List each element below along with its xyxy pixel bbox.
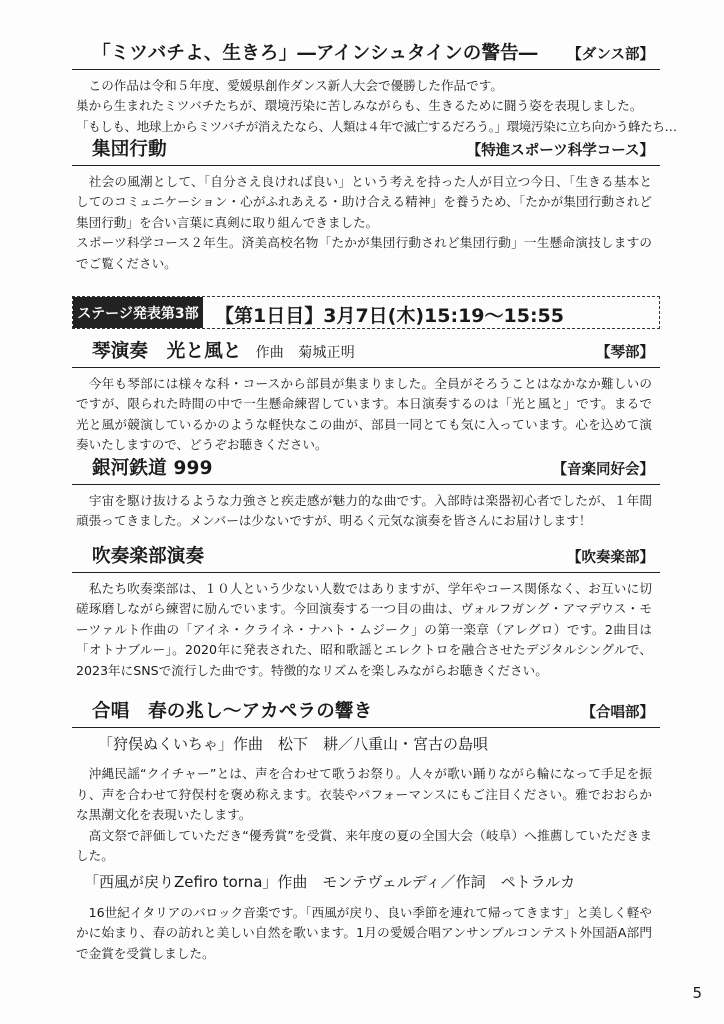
section-body <box>72 734 660 964</box>
section-title <box>92 337 355 363</box>
paragraph: 高文祭で評価していただき“優秀賞”を受賞、来年度の夏の全国大会（岐阜）へ推薦していただきました。 <box>76 827 652 864</box>
section-header <box>72 453 660 485</box>
paragraph: 16世紀イタリアのバロック音楽です。「西風が戻り、良い季節を連れて帰ってきます」と美しく軽やかに始まり、春の訪れと美しい自然を歌います。1月の愛媛合唱アンサンブルコンテスト外国語A部門で金賞を受賞しました。 <box>76 904 652 961</box>
club-tag: 【音楽同好会】 <box>552 462 654 478</box>
header-underline <box>72 727 660 728</box>
header-underline <box>72 484 660 485</box>
title-text: 琴演奏 光と風と <box>92 341 242 362</box>
section-title: 「ミツバチよ、生きろ」―アインシュタインの警告― <box>92 43 538 64</box>
section-header <box>72 336 660 368</box>
section-header <box>72 696 660 728</box>
section-title: 吹奏楽部演奏 <box>92 546 205 567</box>
song-heading: 「西風が戻りZefiro torna」作曲 モンテヴェルディ／作詞 ペトラルカ <box>84 873 576 892</box>
section-title: 銀河鉄道 999 <box>92 458 213 479</box>
section-group-action <box>72 134 660 274</box>
section-galaxy-express <box>72 453 660 532</box>
stage-badge: ステージ発表第3部 <box>73 297 203 328</box>
section-koto <box>72 336 660 456</box>
club-tag: 【吹奏楽部】 <box>567 550 654 566</box>
section-body <box>72 579 660 681</box>
section-dance <box>72 38 677 137</box>
paragraph: 沖縄民謡“クイチャー”とは、声を合わせて歌うお祭り。人々が歌い踊りながら輪になって手足を振り、声を合わせて狩俣村を褒め称えます。衣装やパフォーマンスにもご注目ください。雅でおおらかな黒潮文化を表現いたします。 <box>76 766 652 823</box>
paragraph: 巣から生まれたミツバチたちが、環境汚染に苦しみながらも、生きるために闘う姿を表現しました。 <box>76 98 643 114</box>
club-tag: 【琴部】 <box>596 345 654 361</box>
header-underline <box>72 572 660 573</box>
section-title: 合唱 春の兆し～アカペラの響き <box>92 701 373 722</box>
paragraph: 「もしも、地球上からミツバチが消えたなら、人類は４年で滅亡するだろう。」環境汚染に立ち向かう蜂たち… <box>76 118 677 134</box>
stage-schedule: 【第1日目】3月7日(木)15:19～15:55 <box>215 305 564 327</box>
composer: 作曲 菊城正明 <box>255 345 356 361</box>
paragraph: この作品は令和５年度、愛媛県創作ダンス新人大会で優勝した作品です。 <box>76 78 503 93</box>
page-number: 5 <box>692 984 702 1002</box>
section-header <box>72 541 660 573</box>
section-header <box>72 38 660 70</box>
paragraph: 私たち吹奏楽部は、１０人という少ない人数ではありますが、学年やコース関係なく、お互いに切磋琢磨しながら練習に励んでいます。今回演奏する一つ目の曲は、ヴォルフガング・アマデウス・モーツァルト作曲の「アイネ・クライネ・ナハト・ムジーク」の第一楽章（アレグロ）です。2曲目は「オトナブルー」。2020年に発表された、昭和歌謡とエレクトロを融合させたデジタルシングルで、2023年にSNSで流行した曲です。特徴的なリズムを楽しみながらお聴きください。 <box>76 581 652 678</box>
section-body <box>72 374 660 456</box>
club-tag: 【特進スポーツ科学コース】 <box>466 143 654 159</box>
section-title: 集団行動 <box>92 139 167 160</box>
club-tag: 【合唱部】 <box>581 705 654 721</box>
section-body <box>72 172 660 274</box>
paragraph: スポーツ科学コース２年生。済美高校名物「たかが集団行動されど集団行動」一生懸命演技しますのでご覧ください。 <box>76 235 652 271</box>
section-choir <box>72 696 660 964</box>
header-underline <box>72 165 660 166</box>
header-underline <box>72 69 660 70</box>
paragraph: 社会の風潮として、「自分さえ良ければ良い」という考えを持った人が目立つ今日、「生きる基本としてのコミュニケーション・心がふれあえる・助け合える精神」を養うため、「たかが集団行動されど集団行動」を合い言葉に真剣に取り組んできました。 <box>76 174 652 230</box>
song-heading: 「狩俣ぬくいちゃ」作曲 松下 耕／八重山・宮古の島唄 <box>98 735 489 753</box>
section-body <box>72 76 677 137</box>
club-tag: 【ダンス部】 <box>567 47 654 63</box>
section-header <box>72 134 660 166</box>
section-brass-band <box>72 541 660 681</box>
paragraph: 宇宙を駆け抜けるような力強さと疾走感が魅力的な曲です。入部時は楽器初心者でしたが、１年間頑張ってきました。メンバーは少ないですが、明るく元気な演奏を皆さんにお届けします！ <box>76 493 652 529</box>
section-body <box>72 491 660 532</box>
header-underline <box>72 367 660 368</box>
paragraph: 今年も琴部には様々な科・コースから部員が集まりました。全員がそろうことはなかなか難しいのですが、限られた時間の中で一生懸命練習しています。本日演奏するのは「光と風と」です。まるで光と風が競演しているかのような軽快なこの曲が、部員一同とても気に入っています。心を込めて演奏いたしますので、どうぞお聴きください。 <box>76 376 652 453</box>
stage-banner <box>72 296 660 329</box>
